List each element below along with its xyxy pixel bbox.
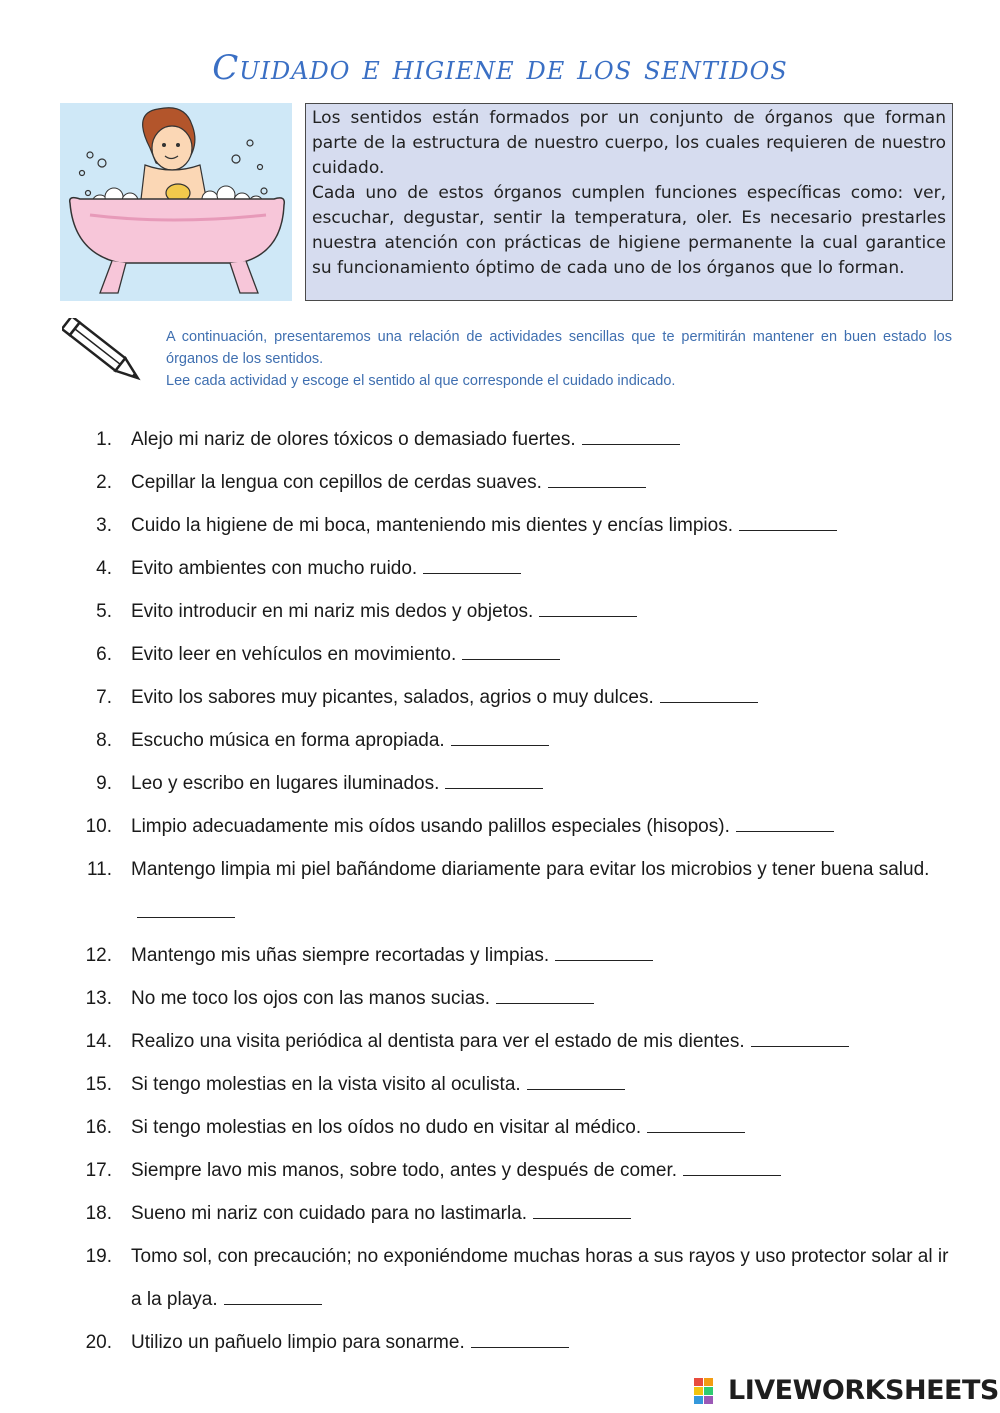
item-number: 16. bbox=[85, 1117, 112, 1138]
item-text: Evito leer en vehículos en movimiento. bbox=[131, 644, 457, 665]
list-item bbox=[70, 461, 950, 504]
activity-list bbox=[70, 418, 950, 1364]
answer-blank[interactable] bbox=[751, 1028, 849, 1047]
intro-paragraph-2: Cada uno de estos órganos cumplen funciones específicas como: ver, escuchar, degustar, sentir la temperatura, oler. Es necesario prestarles nuestra atención con prácticas de higiene permanente la cual garantice su funcionamiento óptimo de cada uno de los órganos que lo forman. bbox=[312, 183, 946, 278]
list-item bbox=[70, 1149, 950, 1192]
answer-blank[interactable] bbox=[683, 1157, 781, 1176]
answer-blank[interactable] bbox=[736, 813, 834, 832]
item-number: 11. bbox=[86, 859, 112, 880]
item-text: Tomo sol, con precaución; no exponiéndome muchas horas a sus rayos y uso protector solar al ir a la playa. bbox=[131, 1246, 949, 1310]
item-number: 1. bbox=[96, 429, 112, 450]
item-text: Alejo mi nariz de olores tóxicos o demasiado fuertes. bbox=[131, 429, 576, 450]
list-item bbox=[70, 676, 950, 719]
item-text: Evito los sabores muy picantes, salados, agrios o muy dulces. bbox=[131, 687, 654, 708]
item-text: Utilizo un pañuelo limpio para sonarme. bbox=[131, 1332, 465, 1353]
answer-blank[interactable] bbox=[647, 1114, 745, 1133]
item-text: Cepillar la lengua con cepillos de cerdas suaves. bbox=[131, 472, 542, 493]
item-number: 7. bbox=[96, 687, 112, 708]
item-number: 13. bbox=[85, 988, 112, 1009]
item-text: Realizo una visita periódica al dentista para ver el estado de mis dientes. bbox=[131, 1031, 745, 1052]
answer-blank[interactable] bbox=[555, 942, 653, 961]
item-text: Leo y escribo en lugares iluminados. bbox=[131, 773, 440, 794]
list-item bbox=[70, 1106, 950, 1149]
intro-paragraph-1: Los sentidos están formados por un conjunto de órganos que forman parte de la estructura de nuestro cuerpo, los cuales requieren de nuestro cuidado. bbox=[312, 108, 946, 178]
list-item bbox=[70, 1063, 950, 1106]
item-number: 9. bbox=[96, 773, 112, 794]
answer-blank[interactable] bbox=[527, 1071, 625, 1090]
item-number: 2. bbox=[96, 472, 112, 493]
item-number: 14. bbox=[85, 1031, 112, 1052]
item-text: Limpio adecuadamente mis oídos usando palillos especiales (hisopos). bbox=[131, 816, 730, 837]
page-title: Cuidado e higiene de los sentidos bbox=[212, 48, 788, 88]
item-number: 17. bbox=[85, 1160, 112, 1181]
answer-blank[interactable] bbox=[137, 899, 235, 918]
list-item bbox=[70, 848, 950, 934]
item-number: 19. bbox=[85, 1246, 112, 1267]
item-text: Evito ambientes con mucho ruido. bbox=[131, 558, 418, 579]
list-item bbox=[70, 1192, 950, 1235]
item-number: 3. bbox=[96, 515, 112, 536]
item-number: 15. bbox=[85, 1074, 112, 1095]
answer-blank[interactable] bbox=[496, 985, 594, 1004]
pencil-icon bbox=[62, 318, 152, 390]
list-item bbox=[70, 934, 950, 977]
list-item bbox=[70, 1235, 950, 1321]
answer-blank[interactable] bbox=[471, 1329, 569, 1348]
item-number: 10. bbox=[85, 816, 112, 837]
item-text: Evito introducir en mi nariz mis dedos y objetos. bbox=[131, 601, 534, 622]
answer-blank[interactable] bbox=[582, 426, 680, 445]
answer-blank[interactable] bbox=[533, 1200, 631, 1219]
item-number: 20. bbox=[85, 1332, 112, 1353]
logo-text: LIVEWORKSHEETS bbox=[728, 1375, 999, 1406]
list-item bbox=[70, 977, 950, 1020]
liveworksheets-logo[interactable] bbox=[692, 1375, 999, 1407]
list-item bbox=[70, 719, 950, 762]
instructions-line-2: Lee cada actividad y escoge el sentido al que corresponde el cuidado indicado. bbox=[166, 373, 676, 389]
list-item bbox=[70, 590, 950, 633]
answer-blank[interactable] bbox=[451, 727, 549, 746]
item-text: Cuido la higiene de mi boca, manteniendo mis dientes y encías limpios. bbox=[131, 515, 733, 536]
item-text: Sueno mi nariz con cuidado para no lastimarla. bbox=[131, 1203, 528, 1224]
item-number: 4. bbox=[96, 558, 112, 579]
item-text: Siempre lavo mis manos, sobre todo, antes y después de comer. bbox=[131, 1160, 677, 1181]
answer-blank[interactable] bbox=[423, 555, 521, 574]
intro-box bbox=[305, 103, 953, 301]
answer-blank[interactable] bbox=[660, 684, 758, 703]
list-item bbox=[70, 762, 950, 805]
item-number: 8. bbox=[96, 730, 112, 751]
item-text: Mantengo limpia mi piel bañándome diariamente para evitar los microbios y tener buena salud. bbox=[131, 859, 930, 880]
answer-blank[interactable] bbox=[739, 512, 837, 531]
list-item bbox=[70, 1020, 950, 1063]
logo-blocks-icon bbox=[692, 1375, 726, 1407]
instructions bbox=[166, 326, 952, 392]
item-number: 18. bbox=[85, 1203, 112, 1224]
item-number: 12. bbox=[85, 945, 112, 966]
answer-blank[interactable] bbox=[224, 1286, 322, 1305]
list-item bbox=[70, 1321, 950, 1364]
answer-blank[interactable] bbox=[445, 770, 543, 789]
list-item bbox=[70, 504, 950, 547]
item-number: 5. bbox=[96, 601, 112, 622]
list-item bbox=[70, 547, 950, 590]
answer-blank[interactable] bbox=[462, 641, 560, 660]
list-item bbox=[70, 418, 950, 461]
bath-illustration bbox=[60, 103, 292, 301]
item-text: Mantengo mis uñas siempre recortadas y limpias. bbox=[131, 945, 550, 966]
item-text: Si tengo molestias en los oídos no dudo en visitar al médico. bbox=[131, 1117, 642, 1138]
item-text: Si tengo molestias en la vista visito al oculista. bbox=[131, 1074, 521, 1095]
list-item bbox=[70, 633, 950, 676]
answer-blank[interactable] bbox=[539, 598, 637, 617]
item-number: 6. bbox=[96, 644, 112, 665]
answer-blank[interactable] bbox=[548, 469, 646, 488]
item-text: No me toco los ojos con las manos sucias. bbox=[131, 988, 491, 1009]
instructions-line-1: A continuación, presentaremos una relación de actividades sencillas que te permitirán mantener en buen estado los órganos de los sentidos. bbox=[166, 329, 952, 367]
list-item bbox=[70, 805, 950, 848]
item-text: Escucho música en forma apropiada. bbox=[131, 730, 445, 751]
